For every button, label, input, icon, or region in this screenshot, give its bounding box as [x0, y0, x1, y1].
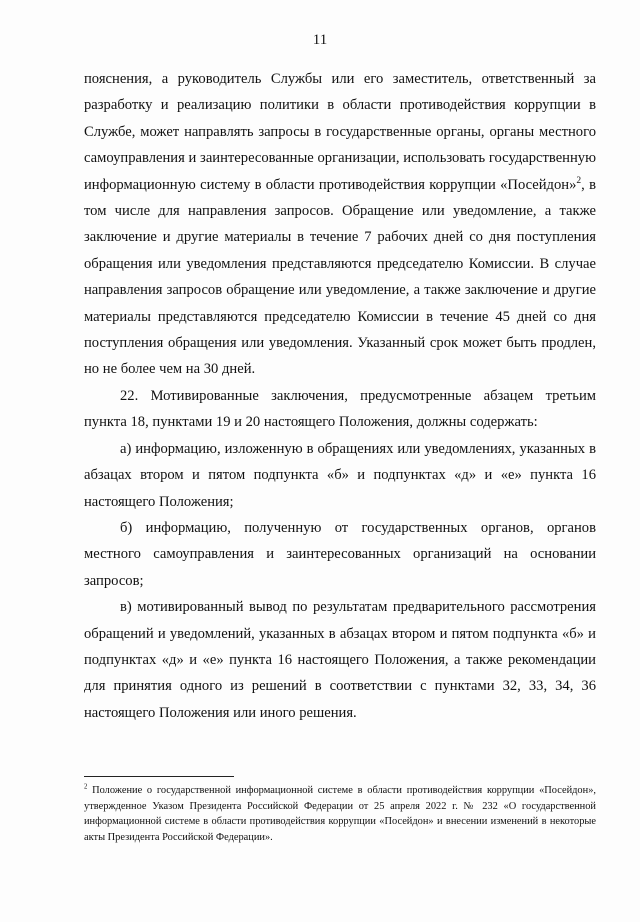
footnote-marker: 2 [84, 783, 88, 791]
paragraph-continuation [84, 66, 596, 383]
footnote-text: Положение о государственной информационной системе в области противодействия коррупции «Посейдон», утвержденное Указом Президента Российской Федерации от 25 апреля 2022 г. № 232 «О государственной информационной системе в области противодействия коррупции «Посейдон» и внесении изменений в некоторые акты Президента Российской Федерации». [84, 785, 596, 843]
body-text [84, 66, 596, 726]
footnote-reference: 2 [576, 175, 582, 186]
paragraph-item-22: 22. Мотивированные заключения, предусмотренные абзацем третьим пункта 18, пунктами 19 и 20 настоящего Положения, должны содержать: [84, 387, 596, 431]
paragraph-text: , в том числе для направления запросов. Обращение или уведомление, а также заключение и другие материалы в течение 7 рабочих дней со дня поступления обращения или уведомления представляются председателю Комиссии. В случае направления запросов обращение или уведомление, а также заключение и другие материалы представляются председателю Комиссии в течение 45 дней со дня поступления обращения или уведомления. Указанный срок может быть продлен, но не более чем на 30 дней. [84, 176, 596, 378]
subitem-v: в) мотивированный вывод по результатам предварительного рассмотрения обращений и уведомлений, указанных в абзацах втором и пятом подпункта «б» и подпунктах «д» и «е» пункта 16 настоящего Положения, а также рекомендации для принятия одного из решений в соответствии с пунктами 32, 33, 34, 36 настоящего Положения или иного решения. [84, 599, 596, 721]
paragraph-text: пояснения, а руководитель Службы или его заместитель, ответственный за разработку и реализацию политики в области противодействия коррупции в Службе, может направлять запросы в государственные органы, органы местного самоуправления и заинтересованные организации, использовать государственную информационную систему в области противодействия коррупции «Посейдон» [84, 71, 596, 193]
subitem-a: а) информацию, изложенную в обращениях или уведомлениях, указанных в абзацах втором и пятом подпункта «б» и подпунктах «д» и «е» пункта 16 настоящего Положения; [84, 440, 596, 510]
footnote-divider [84, 776, 234, 777]
footnote [84, 783, 596, 845]
page-number: 11 [312, 32, 328, 48]
subitem-b: б) информацию, полученную от государственных органов, органов местного самоуправления и заинтересованных организаций на основании запросов; [84, 519, 596, 589]
